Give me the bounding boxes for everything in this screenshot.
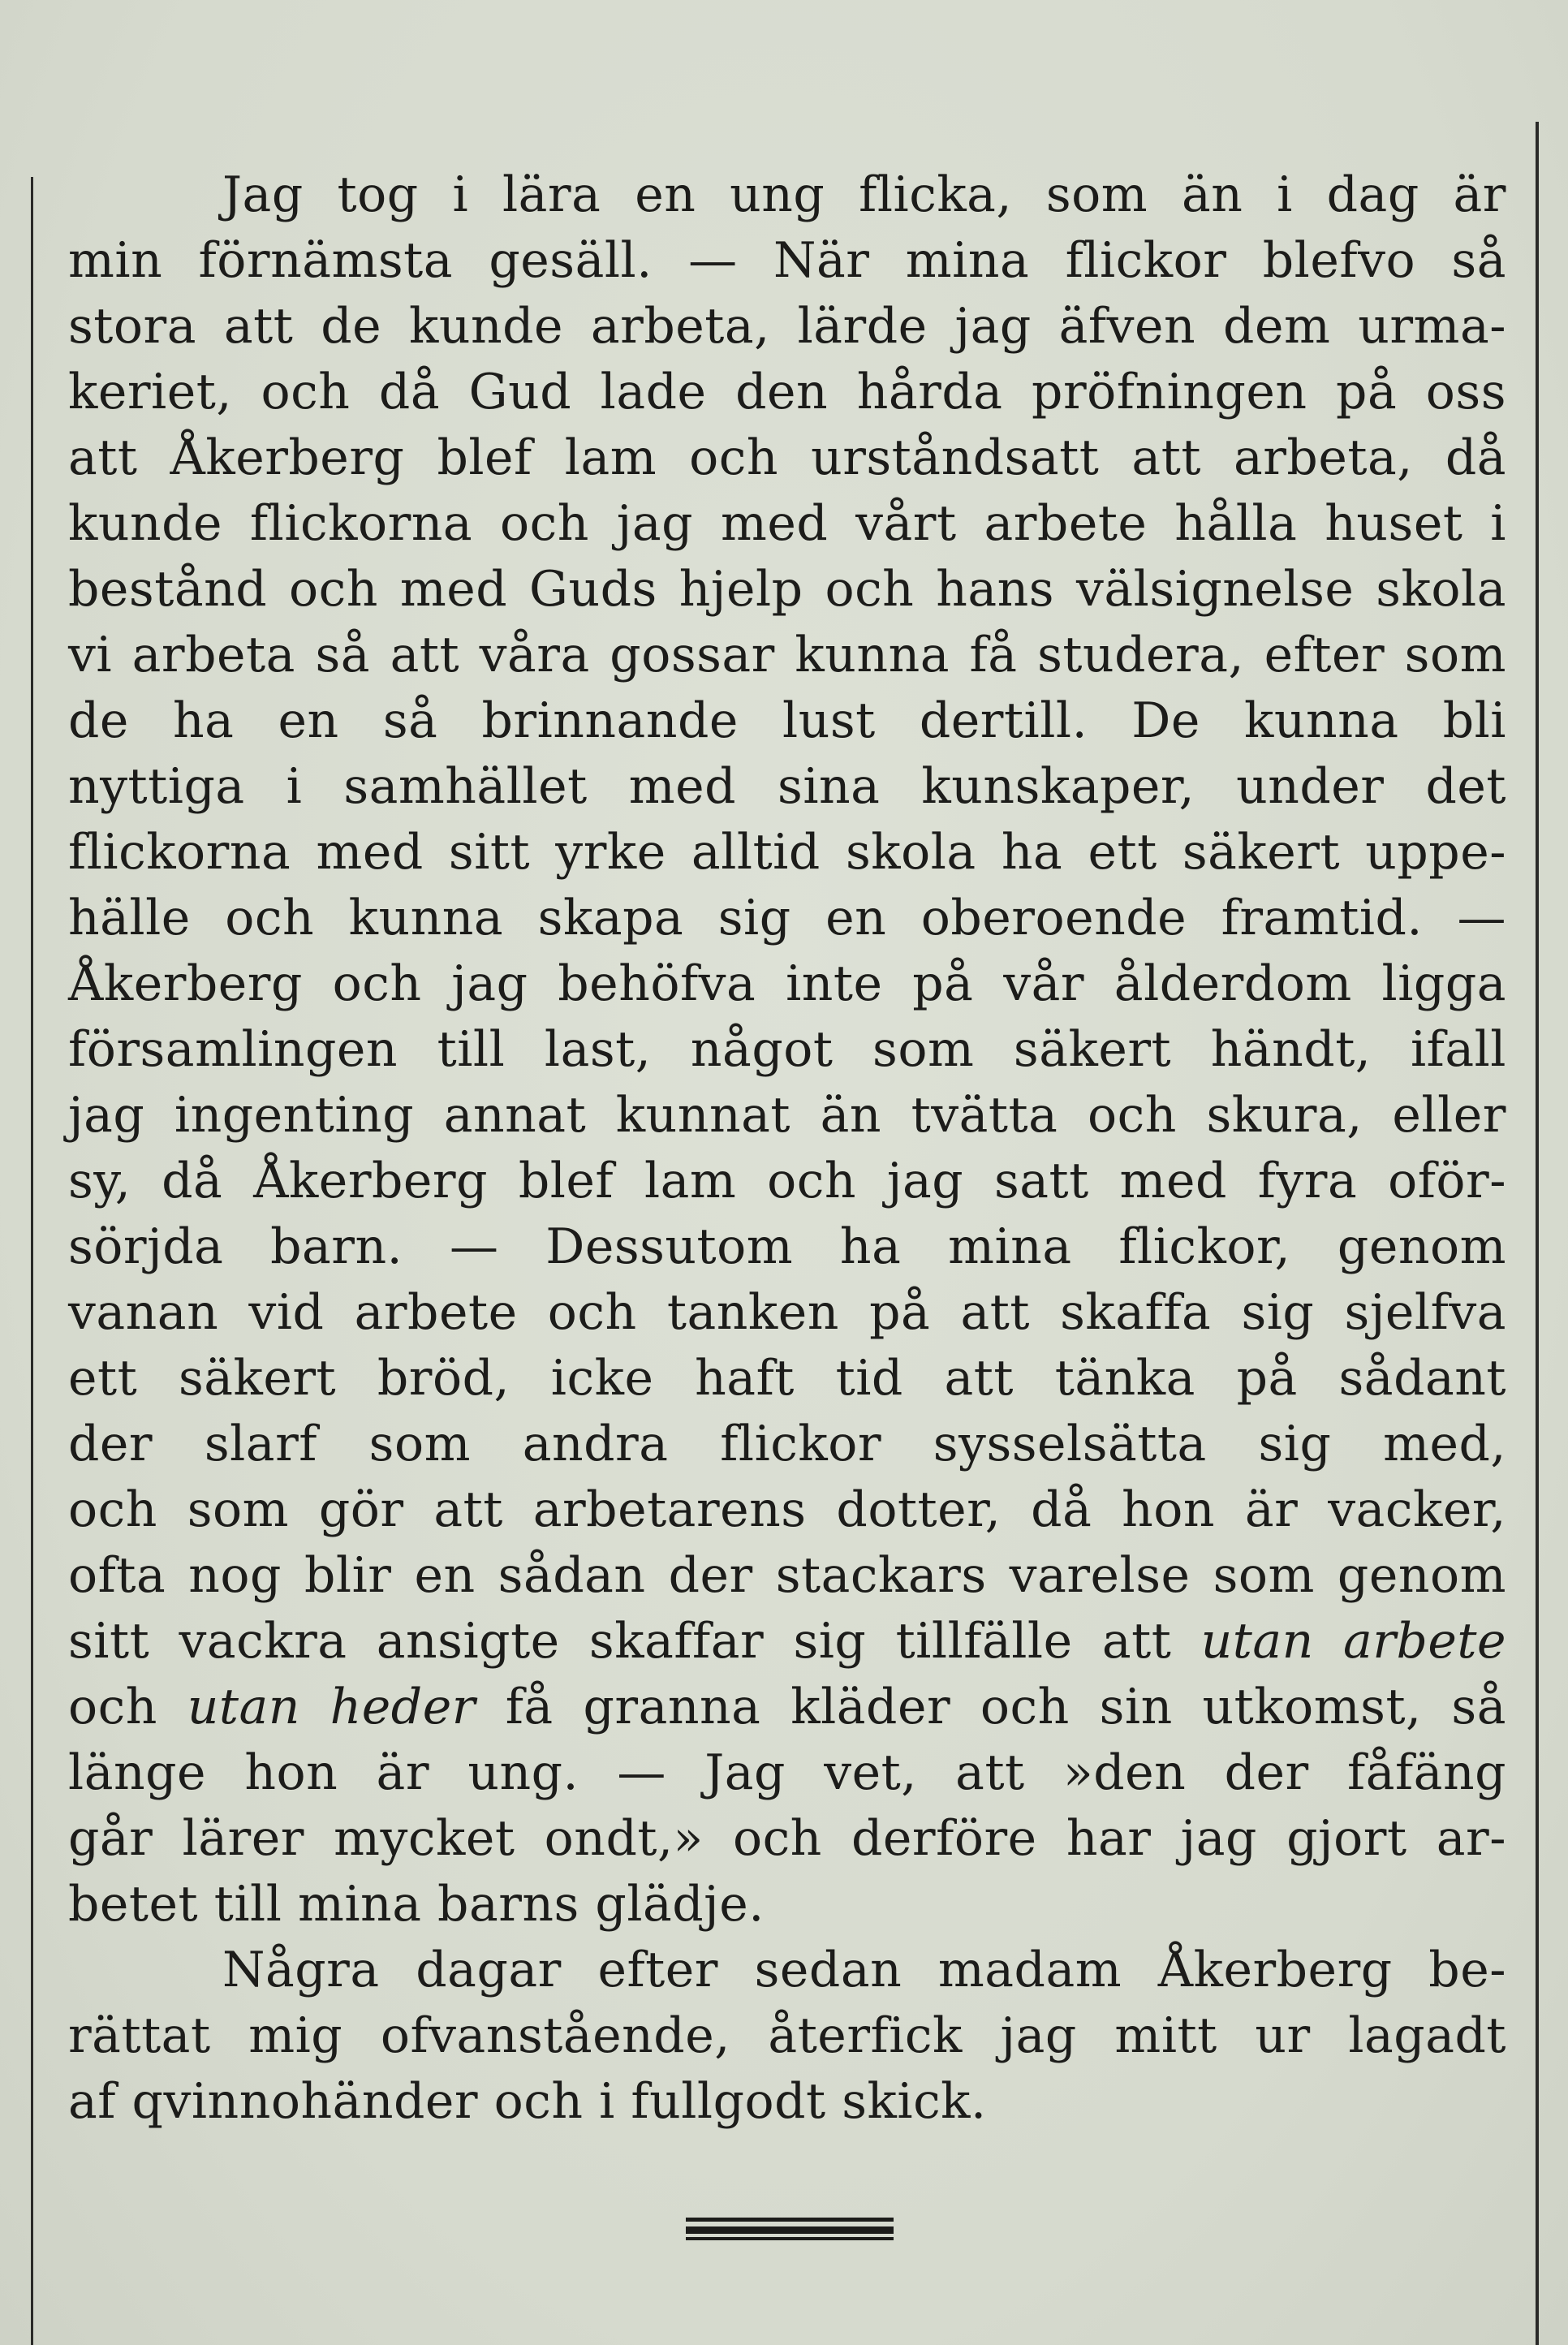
- text-line: sörjda barn. — Dessutom ha mina flickor, genom: [68, 1218, 1506, 1275]
- text-line: de ha en så brinnande lust dertill. De kunna bli: [68, 692, 1506, 749]
- section-end-rule: [686, 2218, 894, 2240]
- text-line: der slarf som andra flickor sysselsätta sig med,: [68, 1416, 1506, 1472]
- text-line: hälle och kunna skapa sig en oberoende framtid. —: [68, 890, 1506, 946]
- text-line: går lärer mycket ondt,» och derföre har jag gjort ar-: [68, 1810, 1506, 1867]
- text-line: länge hon är ung. — Jag vet, att »den der fåfäng: [68, 1744, 1506, 1801]
- text-line: flickorna med sitt yrke alltid skola ha ett säkert uppe-: [68, 824, 1506, 881]
- text-line: sy, då Åkerberg blef lam och jag satt med fyra oför-: [68, 1153, 1506, 1209]
- end-rule-bar: [686, 2218, 894, 2222]
- end-rule-bar: [686, 2226, 894, 2234]
- text-segment: få granna kläder och sin utkomst, så: [505, 1679, 1506, 1735]
- paragraph-1: [68, 162, 1506, 1938]
- column-rule-right: [1536, 122, 1539, 2345]
- italic-phrase: utan arbete: [1200, 1613, 1507, 1670]
- text-line: jag ingenting annat kunnat än tvätta och skura, eller: [68, 1087, 1506, 1144]
- text-segment: och: [68, 1679, 157, 1735]
- text-line: bestånd och med Guds hjelp och hans välsignelse skola: [68, 561, 1506, 618]
- text-line: rättat mig ofvanstående, återfick jag mitt ur lagadt: [68, 2007, 1506, 2064]
- text-line: af qvinnohänder och i fullgodt skick.: [68, 2073, 987, 2130]
- text-line: nyttiga i samhället med sina kunskaper, under det: [68, 758, 1506, 815]
- end-rule-bar: [686, 2237, 894, 2240]
- column-rule-left: [31, 177, 33, 2345]
- text-segment: sitt vackra ansigte skaffar sig tillfälle att: [68, 1613, 1172, 1670]
- text-line: vanan vid arbete och tanken på att skaffa sig sjelfva: [68, 1284, 1506, 1341]
- text-line: stora att de kunde arbeta, lärde jag äfven dem urma-: [68, 298, 1506, 355]
- italic-phrase: utan heder: [187, 1679, 476, 1735]
- text-line: betet till mina barns glädje.: [68, 1876, 765, 1933]
- text-line: Åkerberg och jag behöfva inte på vår ålderdom ligga: [68, 955, 1506, 1012]
- text-line: min förnämsta gesäll. — När mina flickor blefvo så: [68, 232, 1506, 289]
- text-line: kunde flickorna och jag med vårt arbete hålla huset i: [68, 495, 1506, 552]
- text-line: församlingen till last, något som säkert händt, ifall: [68, 1021, 1506, 1078]
- text-line: och som gör att arbetarens dotter, då hon är vacker,: [68, 1481, 1506, 1538]
- text-line-with-italic: [68, 1609, 1506, 1675]
- text-line-with-italic: [68, 1675, 1506, 1740]
- text-line: ett säkert bröd, icke haft tid att tänka på sådant: [68, 1350, 1506, 1407]
- text-line: Jag tog i lära en ung flicka, som än i dag är: [222, 166, 1506, 223]
- paragraph-2: [68, 1938, 1506, 2135]
- text-line: vi arbeta så att våra gossar kunna få studera, efter som: [68, 627, 1506, 683]
- text-line: att Åkerberg blef lam och urståndsatt att arbeta, då: [68, 429, 1506, 486]
- text-line: keriet, och då Gud lade den hårda pröfningen på oss: [68, 364, 1506, 420]
- text-line: Några dagar efter sedan madam Åkerberg be-: [222, 1942, 1506, 1998]
- article-column: [68, 162, 1506, 2135]
- text-line: ofta nog blir en sådan der stackars varelse som genom: [68, 1547, 1506, 1604]
